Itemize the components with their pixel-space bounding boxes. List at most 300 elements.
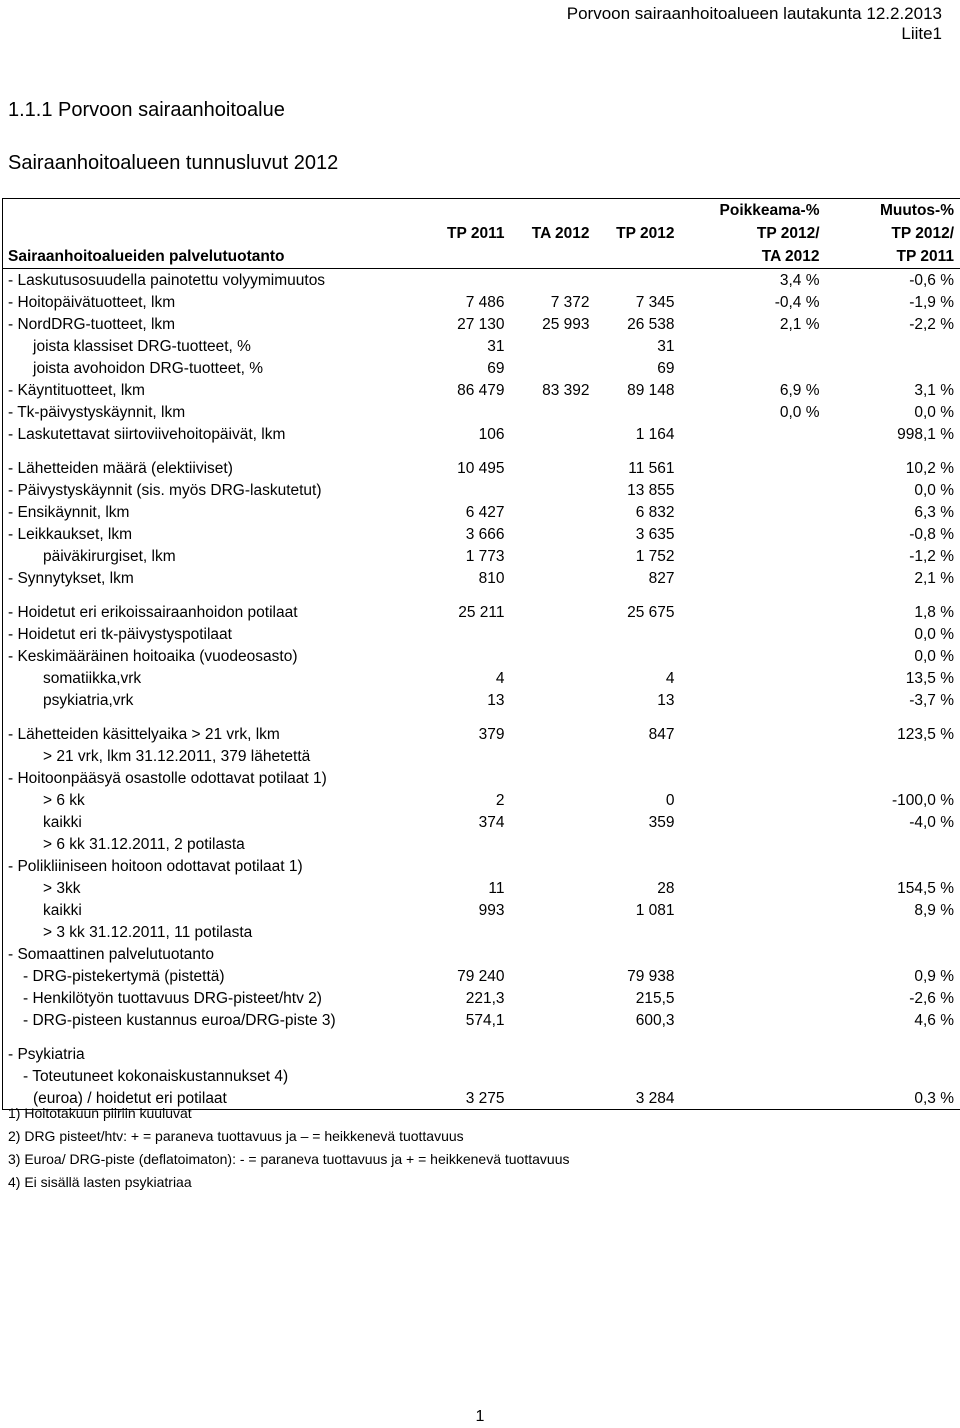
tp2011-cell: 374	[478, 814, 505, 831]
tp2011-cell	[437, 645, 511, 667]
change-cell: 13,5 %	[826, 667, 960, 689]
table-row	[3, 545, 960, 567]
spacer-row	[3, 589, 960, 601]
row-label: - Tk-päivystyskäynnit, lkm	[3, 401, 437, 423]
tp2012-cell	[596, 943, 681, 965]
row-label: > 3kk	[3, 877, 437, 899]
column-header: TP 2011	[826, 245, 960, 269]
ta2012-cell	[511, 899, 596, 921]
row-label: somatiikka,vrk	[3, 667, 437, 689]
deviation-cell	[681, 457, 826, 479]
table-row	[3, 877, 960, 899]
table-row	[3, 523, 960, 545]
ta2012-cell	[511, 855, 596, 877]
deviation-cell	[681, 877, 826, 899]
ta2012-cell	[511, 833, 596, 855]
spacer-row	[3, 1031, 960, 1043]
row-label: - Hoitopäivätuotteet, lkm	[3, 291, 437, 313]
change-cell: -4,0 %	[826, 811, 960, 833]
tp2011-cell: 27 130	[457, 316, 505, 333]
change-cell: -100,0 %	[826, 789, 960, 811]
change-cell: 998,1 %	[826, 423, 960, 445]
tp2012-cell: 89 148	[627, 382, 675, 399]
change-cell	[826, 767, 960, 789]
table-row	[3, 401, 960, 423]
tp2012-cell: 79 938	[627, 968, 675, 985]
row-label: - Päivystyskäynnit (sis. myös DRG-laskutetut)	[3, 479, 437, 501]
tp2012-cell	[596, 623, 681, 645]
deviation-cell	[681, 921, 826, 943]
tp2012-cell: 359	[648, 814, 675, 831]
tp2011-cell: 79 240	[457, 968, 505, 985]
row-label: - Laskutettavat siirtoviivehoitopäivät, lkm	[3, 423, 437, 445]
tp2011-cell	[437, 833, 511, 855]
column-header: TA 2012	[531, 225, 590, 242]
tp2011-cell	[437, 401, 511, 423]
table-row	[3, 789, 960, 811]
column-header: TA 2012	[681, 245, 826, 269]
tp2012-cell: 31	[657, 338, 675, 355]
footnote: 3) Euroa/ DRG-piste (deflatoimaton): - = paraneva tuottavuus ja + = heikkenevä tuottavuus	[8, 1151, 570, 1167]
table-row	[3, 645, 960, 667]
tp2011-cell	[437, 269, 511, 292]
table-row	[3, 291, 960, 313]
table-row	[3, 567, 960, 589]
row-label: - DRG-pisteen kustannus euroa/DRG-piste 3)	[3, 1009, 437, 1031]
row-label: - Lähetteiden määrä (elektiiviset)	[3, 457, 437, 479]
row-label: - Hoitoonpääsyä osastolle odottavat potilaat 1)	[3, 767, 437, 789]
row-label: - Lähetteiden käsittelyaika > 21 vrk, lkm	[3, 723, 437, 745]
row-label: - Synnytykset, lkm	[3, 567, 437, 589]
change-cell: 154,5 %	[826, 877, 960, 899]
tp2012-cell: 4	[665, 670, 675, 687]
row-label: - Ensikäynnit, lkm	[3, 501, 437, 523]
table-row	[3, 987, 960, 1009]
tp2012-cell: 6 832	[635, 504, 675, 521]
ta2012-cell	[511, 689, 596, 711]
deviation-cell	[681, 745, 826, 767]
deviation-cell	[681, 1087, 826, 1110]
column-header: TP 2012	[616, 225, 675, 242]
deviation-cell	[681, 1043, 826, 1065]
column-header	[437, 199, 511, 223]
change-cell: 0,3 %	[826, 1087, 960, 1110]
row-label: kaikki	[3, 811, 437, 833]
change-cell	[826, 1043, 960, 1065]
ta2012-cell	[511, 943, 596, 965]
column-header	[3, 199, 437, 223]
column-header	[596, 245, 681, 269]
tp2012-cell: 3 284	[596, 1087, 681, 1110]
table-row	[3, 479, 960, 501]
ta2012-cell	[511, 601, 596, 623]
row-label: - Leikkaukset, lkm	[3, 523, 437, 545]
table-row	[3, 965, 960, 987]
ta2012-cell	[511, 1009, 596, 1031]
table-row	[3, 667, 960, 689]
row-label: - Somaattinen palvelutuotanto	[3, 943, 437, 965]
ta2012-cell	[511, 1065, 596, 1087]
ta2012-cell	[511, 767, 596, 789]
change-cell: 4,6 %	[826, 1009, 960, 1031]
tp2012-cell	[596, 1043, 681, 1065]
table-row	[3, 379, 960, 401]
column-header: TP 2012/	[826, 222, 960, 245]
table-row	[3, 313, 960, 335]
spacer-cell	[511, 1031, 596, 1043]
row-label: - Hoidetut eri tk-päivystyspotilaat	[3, 623, 437, 645]
ta2012-cell: 25 993	[542, 316, 590, 333]
row-label: > 6 kk 31.12.2011, 2 potilasta	[3, 833, 437, 855]
change-cell	[826, 335, 960, 357]
tp2011-cell: 7 486	[465, 294, 505, 311]
deviation-cell	[681, 667, 826, 689]
ta2012-cell	[511, 965, 596, 987]
spacer-cell	[826, 589, 960, 601]
tp2011-cell: 379	[478, 726, 505, 743]
table-row	[3, 501, 960, 523]
ta2012-cell	[511, 269, 596, 292]
deviation-cell	[681, 855, 826, 877]
tp2011-cell	[437, 1043, 511, 1065]
change-cell	[826, 1065, 960, 1087]
tp2012-cell	[596, 833, 681, 855]
tp2012-cell: 1 164	[635, 426, 675, 443]
table-row	[3, 745, 960, 767]
tp2012-cell: 600,3	[635, 1012, 675, 1029]
table-row	[3, 811, 960, 833]
deviation-cell	[681, 567, 826, 589]
deviation-cell	[681, 501, 826, 523]
deviation-cell	[681, 645, 826, 667]
tp2012-cell: 847	[648, 726, 675, 743]
deviation-cell	[681, 965, 826, 987]
tp2012-cell: 69	[657, 360, 675, 377]
ta2012-cell: 7 372	[550, 294, 590, 311]
spacer-cell	[3, 445, 437, 457]
tp2011-cell: 25 211	[458, 604, 505, 621]
ta2012-cell	[511, 457, 596, 479]
tp2011-cell: 3 275	[437, 1087, 511, 1110]
change-cell: -1,2 %	[826, 545, 960, 567]
spacer-cell	[596, 589, 681, 601]
table-row	[3, 767, 960, 789]
document-header-title: Porvoon sairaanhoitoalueen lautakunta 12.2.2013	[566, 4, 942, 23]
deviation-cell	[681, 523, 826, 545]
deviation-cell	[681, 689, 826, 711]
row-label: > 6 kk	[3, 789, 437, 811]
column-header	[511, 245, 596, 269]
spacer-cell	[511, 589, 596, 601]
change-cell: 0,0 %	[826, 401, 960, 423]
tp2012-cell: 1 752	[635, 548, 675, 565]
tp2012-cell: 26 538	[627, 316, 675, 333]
tp2011-cell: 6 427	[465, 504, 505, 521]
change-cell	[826, 833, 960, 855]
change-cell	[826, 357, 960, 379]
deviation-cell	[681, 833, 826, 855]
spacer-cell	[511, 445, 596, 457]
change-cell	[826, 921, 960, 943]
ta2012-cell	[511, 723, 596, 745]
ta2012-cell	[511, 877, 596, 899]
change-cell: 3,1 %	[826, 379, 960, 401]
header-row	[3, 245, 960, 269]
ta2012-cell	[511, 501, 596, 523]
row-label: - Polikliiniseen hoitoon odottavat potilaat 1)	[3, 855, 437, 877]
tp2012-cell	[596, 269, 681, 292]
column-header	[511, 199, 596, 223]
change-cell: -3,7 %	[826, 689, 960, 711]
tp2011-cell: 3 666	[465, 526, 505, 543]
spacer-row	[3, 711, 960, 723]
tp2011-cell	[437, 479, 511, 501]
row-label: - Keskimääräinen hoitoaika (vuodeosasto)	[3, 645, 437, 667]
tp2011-cell: 4	[495, 670, 505, 687]
column-header: Poikkeama-%	[681, 199, 826, 223]
row-label: psykiatria,vrk	[3, 689, 437, 711]
spacer-cell	[826, 1031, 960, 1043]
ta2012-cell	[511, 357, 596, 379]
spacer-cell	[437, 589, 511, 601]
row-label: (euroa) / hoidetut eri potilaat	[3, 1087, 437, 1110]
column-header	[437, 245, 511, 269]
change-cell: 0,9 %	[826, 965, 960, 987]
row-label: - Laskutusosuudella painotettu volyymimuutos	[3, 269, 437, 292]
row-label: > 3 kk 31.12.2011, 11 potilasta	[3, 921, 437, 943]
deviation-cell: 6,9 %	[779, 382, 820, 399]
ta2012-cell	[511, 811, 596, 833]
deviation-cell	[681, 423, 826, 445]
header-row	[3, 222, 960, 245]
change-cell	[826, 943, 960, 965]
spacer-cell	[596, 711, 681, 723]
tp2012-cell	[596, 401, 681, 423]
spacer-cell	[681, 1031, 826, 1043]
change-cell: 10,2 %	[826, 457, 960, 479]
tp2011-cell: 13	[487, 692, 505, 709]
spacer-cell	[826, 711, 960, 723]
ta2012-cell	[511, 335, 596, 357]
deviation-cell	[681, 987, 826, 1009]
change-cell: -0,6 %	[826, 269, 960, 292]
row-label: - NordDRG-tuotteet, lkm	[3, 313, 437, 335]
deviation-cell	[681, 479, 826, 501]
ta2012-cell	[511, 667, 596, 689]
tp2012-cell: 13	[657, 692, 675, 709]
deviation-cell	[681, 899, 826, 921]
header-row	[3, 199, 960, 223]
tp2012-cell	[596, 855, 681, 877]
table-row	[3, 1043, 960, 1065]
table-row	[3, 269, 960, 292]
document-header-attachment: Liite1	[901, 24, 942, 43]
tp2012-cell: 28	[657, 880, 675, 897]
spacer-cell	[681, 589, 826, 601]
tp2011-cell	[437, 943, 511, 965]
change-cell: 2,1 %	[826, 567, 960, 589]
ta2012-cell	[511, 567, 596, 589]
table-row	[3, 943, 960, 965]
change-cell: 8,9 %	[826, 899, 960, 921]
row-label: - Psykiatria	[3, 1043, 437, 1065]
change-cell: 1,8 %	[826, 601, 960, 623]
deviation-cell	[681, 1009, 826, 1031]
change-cell: 0,0 %	[826, 645, 960, 667]
tp2012-cell: 7 345	[635, 294, 675, 311]
spacer-row	[3, 445, 960, 457]
tp2011-cell: 86 479	[457, 382, 505, 399]
row-label: - Henkilötyön tuottavuus DRG-pisteet/htv 2)	[3, 987, 437, 1009]
row-label: kaikki	[3, 899, 437, 921]
spacer-cell	[437, 711, 511, 723]
tp2011-cell: 106	[478, 426, 505, 443]
deviation-cell: 0,0 %	[779, 404, 820, 421]
tp2012-cell: 13 855	[627, 482, 675, 499]
column-header	[3, 222, 437, 245]
tp2011-cell	[437, 855, 511, 877]
spacer-cell	[596, 1031, 681, 1043]
row-label: - Hoidetut eri erikoissairaanhoidon potilaat	[3, 601, 437, 623]
deviation-cell	[681, 789, 826, 811]
change-cell: -2,2 %	[826, 313, 960, 335]
footnote: 1) Hoitotakuun piiriin kuuluvat	[8, 1105, 192, 1121]
change-cell: -0,8 %	[826, 523, 960, 545]
change-cell: 6,3 %	[826, 501, 960, 523]
deviation-cell	[681, 811, 826, 833]
tp2012-cell	[596, 767, 681, 789]
tp2012-cell	[596, 745, 681, 767]
tp2012-cell	[596, 1065, 681, 1087]
spacer-cell	[437, 445, 511, 457]
column-header: TP 2012/	[756, 225, 820, 242]
ta2012-cell	[511, 921, 596, 943]
deviation-cell	[681, 623, 826, 645]
footnote: 2) DRG pisteet/htv: + = paraneva tuottavuus ja – = heikkenevä tuottavuus	[8, 1128, 464, 1144]
deviation-cell: 3,4 %	[779, 272, 820, 289]
spacer-cell	[511, 711, 596, 723]
ta2012-cell: 83 392	[542, 382, 590, 399]
column-header: Sairaanhoitoalueiden palvelutuotanto	[3, 245, 437, 269]
ta2012-cell	[511, 523, 596, 545]
tp2011-cell: 574,1	[465, 1012, 505, 1029]
spacer-cell	[3, 711, 437, 723]
change-cell: 0,0 %	[826, 479, 960, 501]
footnotes	[8, 1102, 569, 1194]
deviation-cell: -0,4 %	[774, 294, 820, 311]
spacer-cell	[3, 589, 437, 601]
tp2011-cell	[437, 1065, 511, 1087]
spacer-cell	[437, 1031, 511, 1043]
tp2012-cell: 215,5	[635, 990, 675, 1007]
table-row	[3, 457, 960, 479]
tp2011-cell: 221,3	[465, 990, 505, 1007]
deviation-cell	[681, 335, 826, 357]
change-cell: 123,5 %	[826, 723, 960, 745]
spacer-cell	[681, 711, 826, 723]
ta2012-cell	[511, 423, 596, 445]
change-cell	[826, 745, 960, 767]
table-row	[3, 833, 960, 855]
table-row	[3, 1065, 960, 1087]
deviation-cell	[681, 767, 826, 789]
table-row	[3, 689, 960, 711]
tp2011-cell: 31	[487, 338, 505, 355]
deviation-cell	[681, 357, 826, 379]
tp2012-cell: 1 081	[635, 902, 675, 919]
tp2011-cell: 2	[495, 792, 505, 809]
tp2011-cell: 69	[487, 360, 505, 377]
table-row	[3, 899, 960, 921]
ta2012-cell	[511, 789, 596, 811]
column-header: TP 2011	[447, 225, 505, 242]
tp2011-cell	[437, 767, 511, 789]
table-row	[3, 601, 960, 623]
change-cell: -1,9 %	[826, 291, 960, 313]
row-label: - Toteutuneet kokonaiskustannukset 4)	[3, 1065, 437, 1087]
deviation-cell	[681, 723, 826, 745]
spacer-cell	[3, 1031, 437, 1043]
table-body	[3, 269, 960, 1110]
tp2011-cell	[437, 745, 511, 767]
tp2012-cell: 0	[665, 792, 675, 809]
tp2012-cell: 25 675	[627, 604, 675, 621]
tp2011-cell: 993	[478, 902, 505, 919]
spacer-cell	[596, 445, 681, 457]
change-cell: -2,6 %	[826, 987, 960, 1009]
table-row	[3, 723, 960, 745]
deviation-cell	[681, 1065, 826, 1087]
spacer-cell	[681, 445, 826, 457]
table-row	[3, 1009, 960, 1031]
page-number: 1	[475, 1408, 485, 1425]
row-label: - Käyntituotteet, lkm	[3, 379, 437, 401]
row-label: joista avohoidon DRG-tuotteet, %	[3, 357, 437, 379]
tp2012-cell	[596, 921, 681, 943]
ta2012-cell	[511, 479, 596, 501]
table-row	[3, 921, 960, 943]
tp2012-cell	[596, 645, 681, 667]
key-figures-table	[2, 198, 960, 1110]
table-row	[3, 855, 960, 877]
row-label: > 21 vrk, lkm 31.12.2011, 379 lähetettä	[3, 745, 437, 767]
ta2012-cell	[511, 745, 596, 767]
ta2012-cell	[511, 645, 596, 667]
row-label: joista klassiset DRG-tuotteet, %	[3, 335, 437, 357]
ta2012-cell	[511, 1043, 596, 1065]
footnote: 4) Ei sisällä lasten psykiatriaa	[8, 1174, 192, 1190]
tp2012-cell: 827	[648, 570, 675, 587]
ta2012-cell	[511, 623, 596, 645]
table-row	[3, 357, 960, 379]
tp2011-cell	[437, 623, 511, 645]
tp2011-cell: 10 495	[457, 460, 505, 477]
table-row	[3, 423, 960, 445]
page-subtitle: Sairaanhoitoalueen tunnusluvut 2012	[8, 152, 339, 174]
table-row	[3, 335, 960, 357]
column-header: Muutos-%	[826, 199, 960, 223]
row-label: - DRG-pistekertymä (pistettä)	[3, 965, 437, 987]
tp2011-cell: 810	[478, 570, 505, 587]
row-label: päiväkirurgiset, lkm	[3, 545, 437, 567]
spacer-cell	[826, 445, 960, 457]
deviation-cell	[681, 943, 826, 965]
tp2011-cell: 1 773	[465, 548, 505, 565]
deviation-cell: 2,1 %	[779, 316, 820, 333]
ta2012-cell	[511, 545, 596, 567]
ta2012-cell	[511, 987, 596, 1009]
change-cell: 0,0 %	[826, 623, 960, 645]
